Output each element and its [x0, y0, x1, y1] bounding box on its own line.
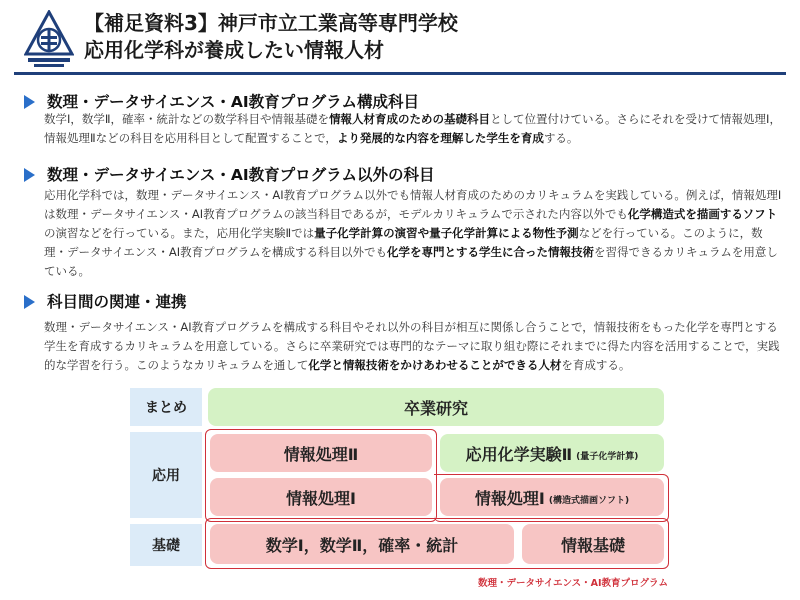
- section-3-text: [44, 318, 782, 375]
- text-run: などを行っている。このように，数理・データサイエンス・AI教育プログラムを構成する科目以外でも: [44, 226, 763, 259]
- triangle-bullet-icon: [24, 168, 35, 182]
- text-run: を習得できるカリキュラムを用意している。: [44, 245, 778, 278]
- text-run: する。: [543, 131, 579, 145]
- info-processing-1-box: 情報処理Ⅰ: [210, 478, 432, 516]
- emphasis-text: 情報人材育成のための基礎科目: [329, 112, 491, 126]
- section-3-heading-text: 科目間の関連・連携: [47, 293, 187, 311]
- info-processing-1-soft-label: 情報処理Ⅰ: [474, 488, 545, 508]
- emphasis-text: 化学構造式を描画するソフト: [627, 207, 778, 221]
- section-2-heading: [24, 163, 434, 185]
- program-outline-applied-right: [434, 474, 669, 522]
- label-summary: まとめ: [130, 388, 202, 426]
- text-run: 数理・データサイエンス・AI教育プログラムを構成する科目やそれ以外の科目が相互に関係し合うことで，情報技術をもった化学を専門とする学生を育成するカリキュラムを用意している。さらに卒業研究では専門的なテーマに取り組む際にそれまでに得た内容を活用することで，実践的な学習を行う。このようなカリキュラムを通して: [44, 320, 780, 372]
- triangle-bullet-icon: [24, 95, 35, 109]
- applied-chem-exp-2-note: (量子化学計算): [576, 451, 639, 462]
- graduation-research-box: 卒業研究: [208, 388, 664, 426]
- applied-chem-exp-2-box: [440, 434, 664, 472]
- program-outline-basic: [205, 518, 669, 569]
- header-rule: [14, 72, 786, 75]
- triangle-bullet-icon: [24, 295, 35, 309]
- emphasis-text: 化学と情報技術をかけあわせることができる人材: [308, 358, 562, 372]
- title-line-1: 【補足資料3】神戸市立工業高等専門学校: [84, 11, 458, 35]
- label-applied: 応用: [130, 432, 202, 518]
- program-outline-applied: [205, 429, 437, 522]
- info-processing-2-box: 情報処理Ⅱ: [210, 434, 432, 472]
- section-1-heading-text: 数理・データサイエンス・AI教育プログラム構成科目: [47, 93, 419, 111]
- program-legend: 数理・データサイエンス・AI教育プログラム: [478, 578, 668, 589]
- applied-chem-exp-2-label: 応用化学実験Ⅱ: [465, 444, 573, 464]
- text-run: として位置付けている。さらにそれを受けて情報処理Ⅰ，情報処理Ⅱなどの科目を応用科目として配置することで，: [44, 112, 781, 145]
- title-line-2: 応用化学科が養成したい情報人材: [84, 38, 384, 62]
- text-run: 応用化学科では，数理・データサイエンス・AI教育プログラム以外でも情報人材育成のためのカリキュラムを実践している。例えば，情報処理Ⅰは数理・データサイエンス・AI教育プログラムの該当科目であるが，モデルカリキュラムで示された内容以外でも: [44, 188, 782, 221]
- section-3-heading: [24, 290, 187, 312]
- math-box: 数学Ⅰ，数学Ⅱ，確率・統計: [210, 524, 514, 564]
- school-logo: [24, 10, 74, 68]
- emphasis-text: より発展的な内容を理解した学生を育成: [336, 131, 544, 145]
- info-basics-box: 情報基礎: [522, 524, 664, 564]
- emphasis-text: 量子化学計算の演習や量子化学計算による物性予測: [314, 226, 579, 240]
- text-run: を育成する。: [561, 358, 631, 372]
- emphasis-text: 化学を専門とする学生に合った情報技術: [387, 245, 595, 259]
- label-basic: 基礎: [130, 524, 202, 566]
- text-run: の演習などを行っている。また，応用化学実験Ⅱでは: [44, 226, 315, 240]
- section-2-heading-text: 数理・データサイエンス・AI教育プログラム以外の科目: [47, 166, 435, 184]
- text-run: 数学Ⅰ，数学Ⅱ，確率・統計などの数学科目や情報基礎を: [44, 112, 330, 126]
- section-1-text: [44, 110, 782, 148]
- section-2-text: [44, 186, 782, 281]
- section-1-heading: [24, 90, 419, 112]
- info-processing-1-soft-note: (構造式描画ソフト): [548, 495, 630, 506]
- page-title: [84, 10, 458, 64]
